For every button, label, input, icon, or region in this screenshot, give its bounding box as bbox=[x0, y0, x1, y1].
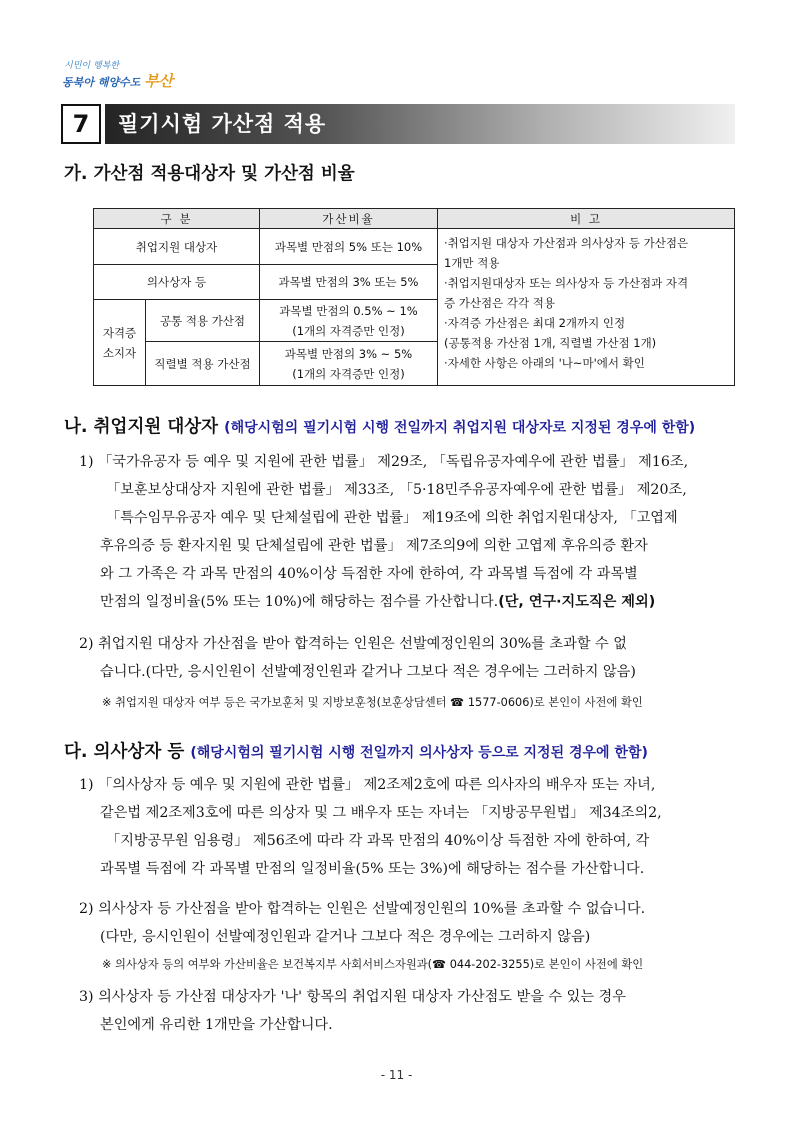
subsection-na-note: (해당시험의 필기시험 시행 전일까지 취업지원 대상자로 지정된 경우에 한함) bbox=[224, 420, 696, 436]
remark-line: ·취업지원 대상자 가산점과 의사상자 등 가산점은 bbox=[444, 236, 689, 250]
section-title: 필기시험 가산점 적용 bbox=[118, 112, 327, 136]
logo-name: 동북아 해양수도 부산 bbox=[62, 72, 174, 90]
remark-line: (공통적용 가산점 1개, 직렬별 가산점 1개) bbox=[444, 336, 657, 350]
row-injured-rate: 과목별 만점의 3% 또는 5% bbox=[260, 265, 438, 300]
table-header-row bbox=[94, 209, 735, 229]
remark-line: ·자세한 사항은 아래의 '나~마'에서 확인 bbox=[444, 356, 645, 370]
remark-line: ·자격증 가산점은 최대 2개까지 인정 bbox=[444, 316, 626, 330]
row-license-job-label: 직렬별 적용 가산점 bbox=[146, 342, 260, 386]
table-header-rate: 가산비율 bbox=[260, 209, 438, 229]
table-row bbox=[94, 229, 735, 265]
row-employment-rate: 과목별 만점의 5% 또는 10% bbox=[260, 229, 438, 265]
subsection-na-title: 나. 취업지원 대상자 bbox=[64, 417, 219, 437]
row-license-group: 자격증 소지자 bbox=[94, 300, 146, 386]
na-item-1: 1) 「국가유공자 등 예우 및 지원에 관한 법률」 제29조, 「독립유공자예우에 관한 법률」 제16조, 「보훈보상대상자 지원에 관한 법률」 제33조, 「5·18민주유공자예우에 관한 법률」 제20조, 「특수임무유공자 예우 및 단체설립에 관한 법률」 제19조에 의한 취업지원대상자, 「고엽제 후유의증 등 환자지원 및 단체설립에 관한 법률」 제7조의9에 의한 고엽제 후유의증 환자 와 그 가족은 각 과목 만점의 40%이상 득점한 자에 한하여, 각 과목별 득점에 각 과목별 만점의 일정비율(5% 또는 10%)에 해당하는 점수를 가산합니다.(단, 연구·지도직은 제외) bbox=[79, 454, 689, 610]
row-license-common-rate: 과목별 만점의 0.5% ~ 1% (1개의 자격증만 인정) bbox=[260, 300, 438, 342]
subsection-da-note: (해당시험의 필기시험 시행 전일까지 의사상자 등으로 지정된 경우에 한함) bbox=[190, 745, 648, 761]
busan-logo bbox=[62, 58, 174, 92]
row-employment-label: 취업지원 대상자 bbox=[94, 229, 260, 265]
na-item-2: 2) 취업지원 대상자 가산점을 받아 합격하는 인원은 선발예정인원의 30%를 초과할 수 없 습니다.(다만, 응시인원이 선발예정인원과 같거나 그보다 적은 경우에는 그러하지 않음) bbox=[79, 636, 636, 680]
row-license-common-label: 공통 적용 가산점 bbox=[146, 300, 260, 342]
bonus-rate-table bbox=[93, 208, 735, 386]
na-verify-note: ※ 취업지원 대상자 여부 등은 국가보훈처 및 지방보훈청(보훈상담센터 ☎ 1577-0606)로 본인이 사전에 확인 bbox=[102, 696, 643, 709]
table-remarks bbox=[438, 229, 735, 386]
page-number: - 11 - bbox=[380, 1068, 413, 1082]
remark-line: ·취업지원대상자 또는 의사상자 등 가산점과 자격 bbox=[444, 276, 689, 290]
na-exception-note: (단, 연구·지도직은 제외) bbox=[498, 594, 656, 610]
remark-line: 증 가산점은 각각 적용 bbox=[444, 296, 555, 310]
logo-slogan: 시민이 행복한 bbox=[64, 61, 120, 71]
da-item-1: 1) 「의사상자 등 예우 및 지원에 관한 법률」 제2조제2호에 따른 의사자의 배우자 또는 자녀, 같은법 제2조제3호에 따른 의상자 및 그 배우자 또는 자녀는 「지방공무원법」 제34조의2, 「지방공무원 임용령」 제56조에 따라 각 과목 만점의 40%이상 득점한 자에 한하여, 각 과목별 득점에 각 과목별 만점의 일정비율(5% 또는 3%)에 해당하는 점수를 가산합니다. bbox=[79, 777, 662, 877]
da-item-3: 3) 의사상자 등 가산점 대상자가 '나' 항목의 취업지원 대상자 가산점도 받을 수 있는 경우 본인에게 유리한 1개만을 가산합니다. bbox=[79, 989, 626, 1033]
section-number: 7 bbox=[61, 104, 101, 144]
da-verify-note: ※ 의사상자 등의 여부와 가산비율은 보건복지부 사회서비스자원과(☎ 044-202-3255)로 본인이 사전에 확인 bbox=[102, 958, 644, 971]
row-license-job-rate: 과목별 만점의 3% ~ 5% (1개의 자격증만 인정) bbox=[260, 342, 438, 386]
subsection-da-title: 다. 의사상자 등 bbox=[64, 742, 185, 762]
remark-line: 1개만 적용 bbox=[444, 256, 500, 270]
table-header-category: 구 분 bbox=[94, 209, 260, 229]
row-injured-label: 의사상자 등 bbox=[94, 265, 260, 300]
da-item-2: 2) 의사상자 등 가산점을 받아 합격하는 인원은 선발예정인원의 10%를 초과할 수 없습니다. (다만, 응시인원이 선발예정인원과 같거나 그보다 적은 경우에는 그러하지 않음) bbox=[79, 901, 646, 945]
subsection-ga-title: 가. 가산점 적용대상자 및 가산점 비율 bbox=[64, 164, 355, 184]
table-header-remarks: 비 고 bbox=[438, 209, 735, 229]
subsection-da-heading bbox=[64, 738, 648, 763]
subsection-na-heading bbox=[64, 413, 695, 438]
